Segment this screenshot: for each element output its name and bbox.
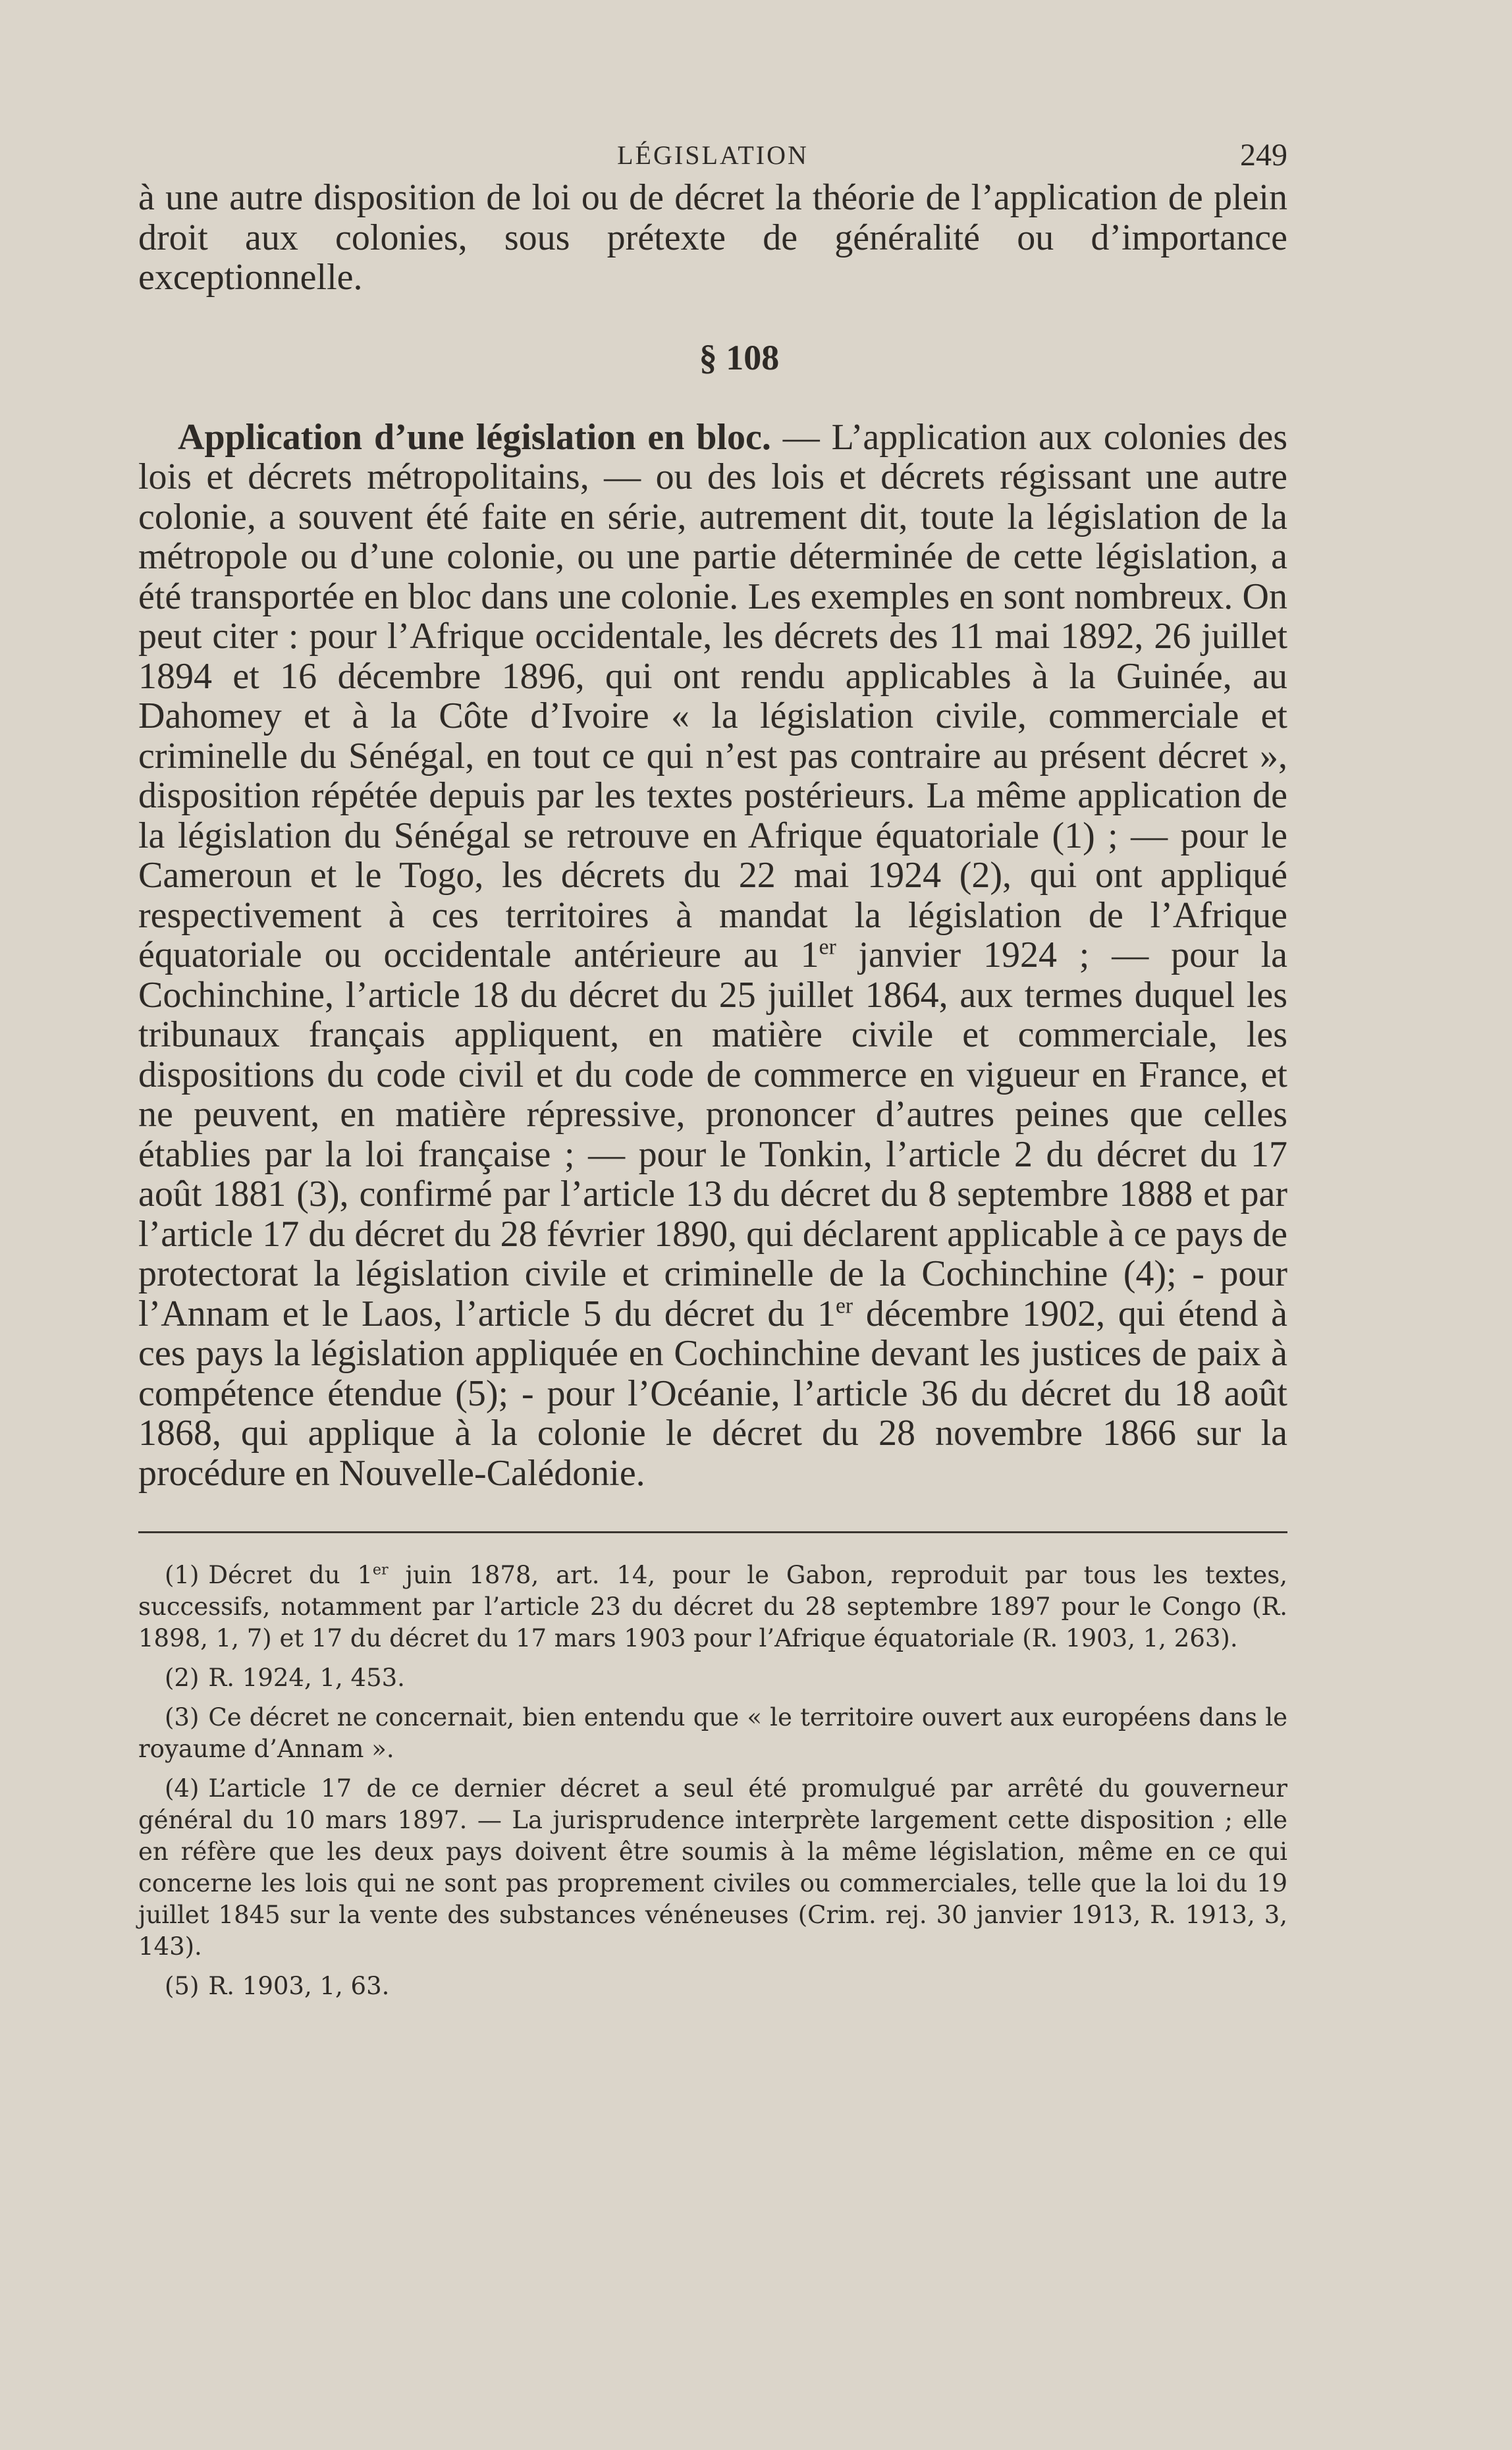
superscript-er-1: er bbox=[819, 935, 836, 960]
footnote-4-number: (4) bbox=[165, 1774, 200, 1803]
page bbox=[138, 132, 1287, 2010]
footnote-2-number: (2) bbox=[165, 1664, 200, 1692]
paragraph-title: Application d’une législation en bloc. bbox=[178, 416, 771, 458]
footnote-4 bbox=[138, 1773, 1287, 1963]
paragraph-text-3: décembre 1902, qui étend à ces pays la législation appliquée en Cochinchine devant les justices de paix à compétence étendue (5); - pour l’Océanie, l’article 36 du décret du 18 août 1868, qui applique à la colonie le décret du 28 novembre 1866 sur la procédure en Nouvelle-Calédonie. bbox=[138, 1293, 1287, 1494]
footnote-5-text: R. 1903, 1, 63. bbox=[208, 1972, 390, 2000]
section-heading: § 108 bbox=[699, 337, 780, 377]
paragraph-text-1: — L’application aux colonies des lois et décrets métropolitains, — ou des lois et décrets régissant une autre colonie, a souvent été faite en série, autrement dit, toute la législation de la métropole ou d’une colonie, ou une partie déterminée de cette législation, a été transportée en bloc dans une colonie. Les exemples en sont nombreux. On peut citer : pour l’Afrique occidentale, les décrets des 11 mai 1892, 26 juillet 1894 et 16 décembre 1896, qui ont rendu applicables à la Guinée, au Dahomey et à la Côte d’Ivoire « la législation civile, commerciale et criminelle du Sénégal, en tout ce qui n’est pas contraire au présent décret », disposition répétée depuis par les textes postérieurs. La même application de la législation du Sénégal se retrouve en Afrique équatoriale (1) ; — pour le Cameroun et le Togo, les décrets du 22 mai 1924 (2), qui ont appliqué respectivement à ces territoires à mandat la législation de l’Afrique équatoriale ou occidentale antérieure au 1 bbox=[138, 416, 1287, 975]
footnote-2-text: R. 1924, 1, 453. bbox=[208, 1664, 405, 1692]
footnote-1-text-a: Décret du 1 bbox=[208, 1561, 373, 1589]
footnote-3 bbox=[138, 1702, 1287, 1765]
footnote-1-text-b: juin 1878, art. 14, pour le Gabon, reproduit par tous les textes, successifs, notamment par l’article 23 du décret du 28 septembre 1897 pour le Congo (R. 1898, 1, 7) et 17 du décret du 17 mars 1903 pour l’Afrique équatoriale (R. 1903, 1, 263). bbox=[138, 1561, 1287, 1652]
main-paragraph bbox=[138, 418, 1287, 1494]
footnote-divider bbox=[138, 1531, 1287, 1533]
footnote-4-text: L’article 17 de ce dernier décret a seul été promulgué par arrêté du gouverneur général du 10 mars 1897. — La jurisprudence interprète largement cette disposition ; elle en réfère que les deux pays doivent être soumis à la même législation, même en ce qui concerne les lois qui ne sont pas proprement civiles ou commerciales, telle que la loi du 19 juillet 1845 sur la vente des substances vénéneuses (Crim. rej. 30 janvier 1913, R. 1913, 3, 143). bbox=[138, 1774, 1287, 1961]
footnote-2 bbox=[138, 1662, 1287, 1694]
page-number: 249 bbox=[1240, 138, 1287, 173]
footnote-3-number: (3) bbox=[165, 1703, 200, 1731]
superscript-er-2: er bbox=[836, 1293, 853, 1318]
paragraph-text-2: janvier 1924 ; — pour la Cochinchine, l’article 18 du décret du 25 juillet 1864, aux termes duquel les tribunaux français appliquent, en matière civile et commerciale, les dispositions du code civil et du code de commerce en vigueur en France, et ne peuvent, en matière répressive, prononcer d’autres peines que celles établies par la loi française ; — pour le Tonkin, l’article 2 du décret du 17 août 1881 (3), confirmé par l’article 13 du décret du 8 septembre 1888 et par l’article 17 du décret du 28 février 1890, qui déclarent applicable à ce pays de protectorat la législation civile et criminelle de la Cochinchine (4); - pour l’Annam et le Laos, l’article 5 du décret du 1 bbox=[138, 935, 1287, 1334]
footnote-3-text: Ce décret ne concernait, bien entendu que « le territoire ouvert aux européens dans le royaume d’Annam ». bbox=[138, 1703, 1287, 1763]
footnote-1-number: (1) bbox=[165, 1561, 200, 1589]
footnote-5-number: (5) bbox=[165, 1972, 200, 2000]
running-head: LÉGISLATION bbox=[617, 140, 809, 170]
footnote-1-superscript: er bbox=[372, 1561, 389, 1579]
footnote-5 bbox=[138, 1971, 1287, 2002]
opening-text: à une autre disposition de loi ou de décret la théorie de l’application de plein droit aux colonies, sous prétexte de généralité ou d’importance exceptionnelle. bbox=[138, 177, 1287, 298]
page-header bbox=[138, 132, 1287, 178]
footnote-1 bbox=[138, 1560, 1287, 1654]
